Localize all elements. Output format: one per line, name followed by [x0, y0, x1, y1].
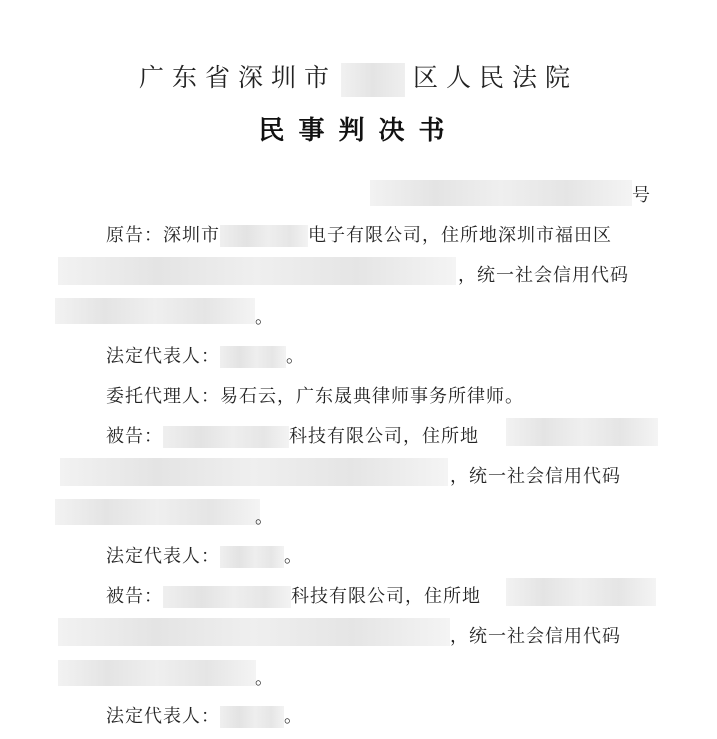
- court-name: [0, 58, 717, 97]
- plaintiff-agent: 委托代理人：易石云，广东晟典律师事务所律师。: [106, 386, 524, 407]
- defendant2-company-suffix: 科技有限公司，: [291, 586, 424, 607]
- redacted-legal-rep: [220, 346, 286, 368]
- legal-rep-label: 法定代表人：: [106, 546, 220, 567]
- redacted-district: [341, 63, 405, 97]
- plaintiff-address-prefix: 住所地深圳市福田区: [441, 225, 612, 246]
- defendant1-legal-rep: [106, 542, 303, 568]
- redacted-defendant1-address-a: [506, 418, 658, 446]
- defendant1-line: [106, 422, 479, 448]
- legal-rep-end: 。: [286, 346, 305, 367]
- redacted-defendant2-name: [163, 586, 291, 608]
- redacted-defendant2-credit-code: [58, 660, 256, 686]
- redacted-plaintiff-credit-code: [55, 298, 255, 324]
- defendant1-period: 。: [255, 507, 274, 528]
- defendant1-label: 被告：: [106, 426, 163, 447]
- defendant1-company-suffix: 科技有限公司，: [289, 426, 422, 447]
- defendant2-period: 。: [255, 668, 274, 689]
- defendant2-credit-code-label: ，统一社会信用代码: [450, 626, 621, 647]
- legal-rep-label: 法定代表人：: [106, 706, 220, 727]
- plaintiff-credit-code-label: ，统一社会信用代码: [458, 265, 629, 286]
- plaintiff-period: 。: [255, 307, 274, 328]
- document-type-title: 民事判决书: [258, 116, 459, 146]
- defendant2-line: [106, 582, 481, 608]
- case-number-suffix: 号: [632, 185, 651, 206]
- plaintiff-label: 原告：: [106, 225, 163, 246]
- redacted-defendant1-credit-code: [55, 499, 260, 525]
- defendant2-label: 被告：: [106, 586, 163, 607]
- legal-rep-end: 。: [284, 546, 303, 567]
- redacted-defendant2-address-b: [58, 618, 450, 646]
- redacted-legal-rep: [220, 546, 284, 568]
- plaintiff-legal-rep: [106, 342, 305, 368]
- defendant2-address-label: 住所地: [424, 586, 481, 607]
- defendant1-credit-code-label: ，统一社会信用代码: [450, 466, 621, 487]
- legal-rep-end: 。: [284, 706, 303, 727]
- redacted-legal-rep: [220, 706, 284, 728]
- redacted-defendant1-address-b: [60, 458, 448, 486]
- plaintiff-company-suffix: 电子有限公司，: [308, 225, 441, 246]
- redacted-plaintiff-name: [220, 225, 308, 247]
- defendant1-address-label: 住所地: [422, 426, 479, 447]
- redacted-case-number: [370, 180, 632, 206]
- redacted-plaintiff-address: [58, 257, 456, 285]
- plaintiff-city: 深圳市: [163, 225, 220, 246]
- redacted-defendant1-name: [163, 426, 289, 448]
- legal-rep-label: 法定代表人：: [106, 346, 220, 367]
- redacted-defendant2-address-a: [506, 578, 656, 606]
- plaintiff-line: [106, 221, 612, 247]
- court-name-suffix: 区人民法院: [413, 63, 579, 92]
- defendant2-legal-rep: [106, 702, 303, 728]
- court-name-prefix: 广东省深圳市: [138, 63, 337, 92]
